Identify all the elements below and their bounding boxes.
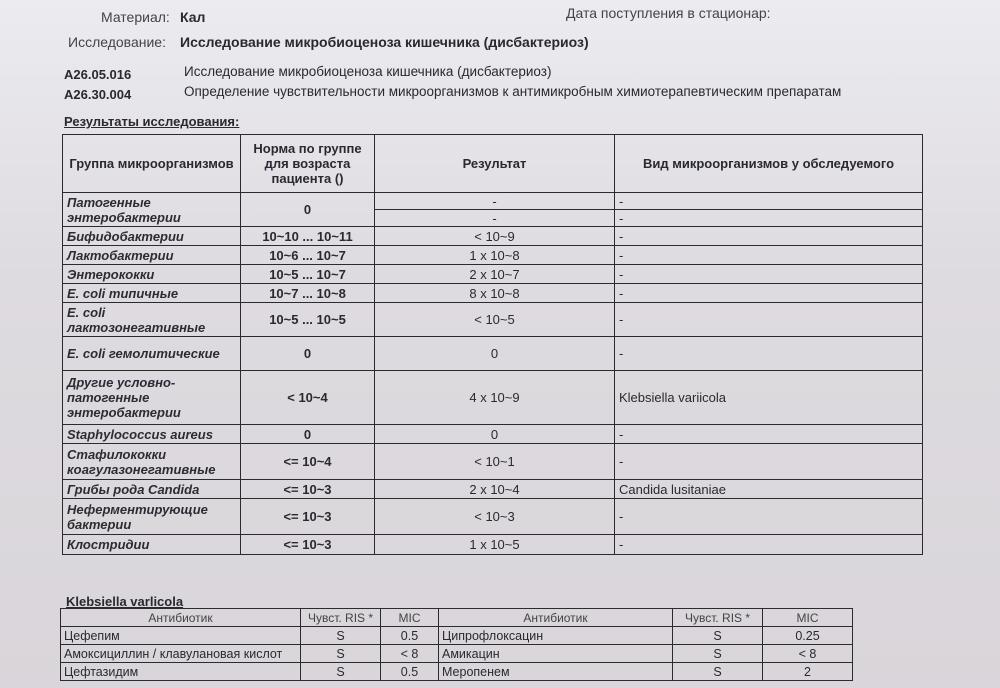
result-cell: < 10~3 — [375, 499, 615, 535]
group-cell: Грибы рода Candida — [63, 480, 241, 499]
service-description: Определение чувствительности микроорганизмов к антимикробным химиотерапевтическим препаратам — [184, 84, 842, 99]
antibiotic-name: Ципрофлоксацин — [439, 627, 673, 645]
study-label: Исследование: — [68, 34, 166, 50]
result-cell: 0 — [375, 425, 615, 444]
group-cell: Неферментирующие бактерии — [63, 499, 241, 535]
group-cell: Патогенные энтеробактерии — [63, 193, 241, 227]
table-row — [63, 227, 923, 246]
species-cell: - — [615, 284, 923, 303]
header-antibiotic: Антибиотик — [439, 609, 673, 627]
service-description: Исследование микробиоценоза кишечника (дисбактериоз) — [184, 64, 552, 79]
norm-cell: 10~5 ... 10~5 — [241, 303, 375, 337]
species-cell: - — [615, 193, 923, 210]
antibiogram-header-row — [61, 609, 853, 627]
mic-value: 0.5 — [381, 663, 439, 681]
table-row — [63, 303, 923, 337]
group-cell: E. coli типичные — [63, 284, 241, 303]
antibiogram-row — [61, 645, 853, 663]
result-cell: 4 x 10~9 — [375, 371, 615, 425]
norm-cell: 10~5 ... 10~7 — [241, 265, 375, 284]
ris-value: S — [673, 663, 763, 681]
table-row — [63, 371, 923, 425]
mic-value: 0.5 — [381, 627, 439, 645]
group-cell: Клостридии — [63, 535, 241, 555]
material-label: Материал: — [101, 9, 170, 25]
ris-value: S — [301, 627, 381, 645]
result-cell: - — [375, 210, 615, 227]
group-cell: Staphylococcus aureus — [63, 425, 241, 444]
result-cell: 0 — [375, 337, 615, 371]
antibiogram-row — [61, 663, 853, 681]
result-cell: < 10~5 — [375, 303, 615, 337]
result-cell: < 10~1 — [375, 444, 615, 480]
result-cell: 1 x 10~5 — [375, 535, 615, 555]
antibiotic-name: Цефепим — [61, 627, 301, 645]
mic-value: < 8 — [763, 645, 853, 663]
antibiotic-name: Амикацин — [439, 645, 673, 663]
ris-value: S — [673, 645, 763, 663]
antibiogram-table — [60, 608, 853, 681]
header-mic: MIC — [381, 609, 439, 627]
study-value: Исследование микробиоценоза кишечника (дисбактериоз) — [180, 34, 589, 50]
service-code: A26.30.004 — [64, 87, 132, 102]
table-row — [63, 425, 923, 444]
norm-cell: 0 — [241, 425, 375, 444]
table-row — [63, 246, 923, 265]
antibiogram-title: Klebsiella varlicola — [66, 594, 184, 609]
species-cell: - — [615, 535, 923, 555]
species-cell: - — [615, 303, 923, 337]
norm-cell: 0 — [241, 193, 375, 227]
species-cell: - — [615, 210, 923, 227]
mic-value: 0.25 — [763, 627, 853, 645]
result-cell: 1 x 10~8 — [375, 246, 615, 265]
results-table — [62, 134, 923, 555]
species-cell: Klebsiella variicola — [615, 371, 923, 425]
antibiotic-name: Меропенем — [439, 663, 673, 681]
result-cell: - — [375, 193, 615, 210]
species-cell: - — [615, 499, 923, 535]
ris-value: S — [301, 663, 381, 681]
norm-cell: <= 10~3 — [241, 499, 375, 535]
ris-value: S — [301, 645, 381, 663]
species-cell: - — [615, 227, 923, 246]
result-cell: 2 x 10~7 — [375, 265, 615, 284]
admission-date-label: Дата поступления в стационар: — [566, 5, 771, 21]
ris-value: S — [673, 627, 763, 645]
norm-cell: < 10~4 — [241, 371, 375, 425]
header-norm: Норма по группе для возраста пациента () — [241, 135, 375, 193]
header-species: Вид микроорганизмов у обследуемого — [615, 135, 923, 193]
group-cell: Бифидобактерии — [63, 227, 241, 246]
table-row — [63, 265, 923, 284]
results-title: Результаты исследования: — [64, 114, 240, 129]
result-cell: < 10~9 — [375, 227, 615, 246]
group-cell: Энтерококки — [63, 265, 241, 284]
species-cell: - — [615, 337, 923, 371]
norm-cell: <= 10~3 — [241, 535, 375, 555]
species-cell: - — [615, 444, 923, 480]
table-row — [63, 444, 923, 480]
species-cell: - — [615, 246, 923, 265]
group-cell: Другие условно-патогенные энтеробактерии — [63, 371, 241, 425]
antibiogram-row — [61, 627, 853, 645]
result-cell: 2 x 10~4 — [375, 480, 615, 499]
result-cell: 8 x 10~8 — [375, 284, 615, 303]
header-antibiotic: Антибиотик — [61, 609, 301, 627]
header-mic: MIC — [763, 609, 853, 627]
table-row — [63, 499, 923, 535]
header-ris: Чувст. RIS * — [301, 609, 381, 627]
norm-cell: <= 10~4 — [241, 444, 375, 480]
norm-cell: 10~10 ... 10~11 — [241, 227, 375, 246]
species-cell: Candida lusitaniae — [615, 480, 923, 499]
header-ris: Чувст. RIS * — [673, 609, 763, 627]
table-row — [63, 284, 923, 303]
service-code: A26.05.016 — [64, 67, 132, 82]
table-header-row — [63, 135, 923, 193]
group-cell: E. coli лактозонегативные — [63, 303, 241, 337]
norm-cell: 0 — [241, 337, 375, 371]
antibiotic-name: Цефтазидим — [61, 663, 301, 681]
antibiotic-name: Амоксициллин / клавулановая кислот — [61, 645, 301, 663]
norm-cell: <= 10~3 — [241, 480, 375, 499]
header-group: Группа микроорганизмов — [63, 135, 241, 193]
norm-cell: 10~7 ... 10~8 — [241, 284, 375, 303]
table-row — [63, 337, 923, 371]
table-row — [63, 535, 923, 555]
group-cell: E. coli гемолитические — [63, 337, 241, 371]
norm-cell: 10~6 ... 10~7 — [241, 246, 375, 265]
group-cell: Лактобактерии — [63, 246, 241, 265]
species-cell: - — [615, 425, 923, 444]
header-result: Результат — [375, 135, 615, 193]
species-cell: - — [615, 265, 923, 284]
table-row — [63, 480, 923, 499]
mic-value: < 8 — [381, 645, 439, 663]
material-value: Кал — [180, 9, 206, 25]
mic-value: 2 — [763, 663, 853, 681]
group-cell: Стафилококки коагулазонегативные — [63, 444, 241, 480]
table-row — [63, 193, 923, 210]
